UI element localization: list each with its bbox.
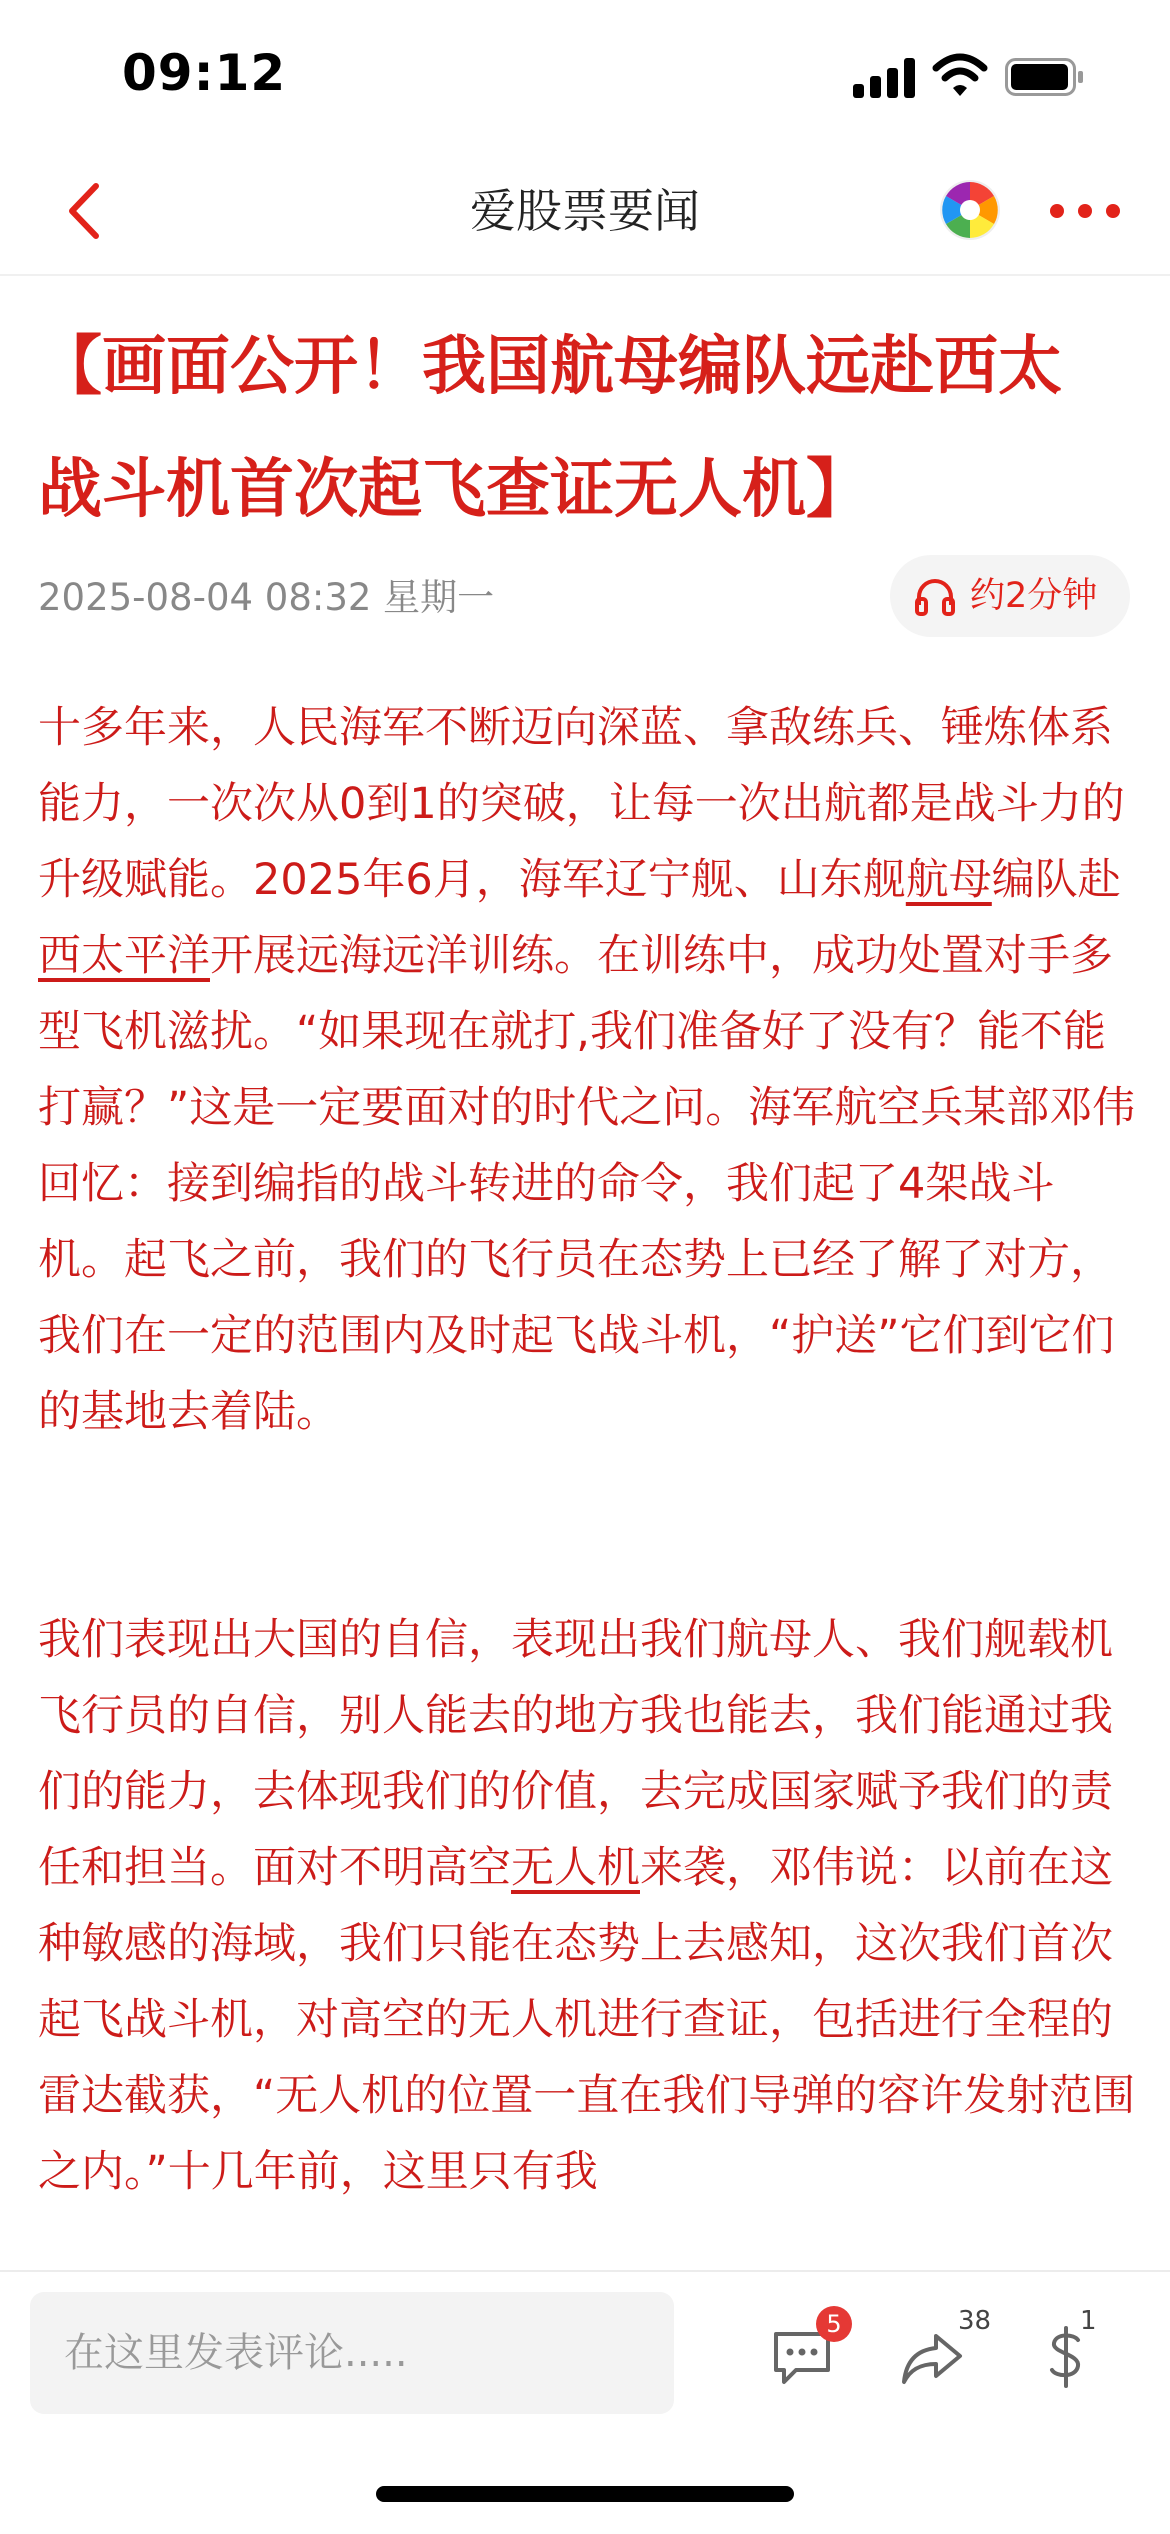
status-bar xyxy=(0,0,1170,150)
keyword-link[interactable]: 西太平洋 xyxy=(38,931,210,981)
comment-placeholder: 在这里发表评论..... xyxy=(64,2330,408,2376)
article-headline: 【画面公开！我国航母编队远赴西太 战斗机首次起飞查证无人机】 xyxy=(38,330,1062,527)
battery-icon xyxy=(1005,58,1085,96)
article-paragraph-2 xyxy=(38,1602,1138,2210)
home-indicator xyxy=(376,2486,794,2502)
headphones-icon xyxy=(914,577,956,617)
tip-count: 1 xyxy=(1080,2306,1097,2336)
more-dots-icon[interactable] xyxy=(1050,196,1120,226)
tip-button[interactable] xyxy=(1040,2306,1140,2396)
paragraph-text: 十多年来，人民海军不断迈向深蓝、拿敌练兵、锤炼体系能力，一次次从0到1的突破，让每一次出航都是战斗力的升级赋能。2025年6月，海军辽宁舰、山东舰 xyxy=(38,703,1125,905)
nav-bar xyxy=(0,150,1170,276)
share-count: 38 xyxy=(958,2306,992,2336)
bottom-action-bar xyxy=(0,2270,1170,2534)
wifi-icon xyxy=(932,52,988,98)
paragraph-text: 开展远海远洋训练。在训练中，成功处置对手多型飞机滋扰。“如果现在就打,我们准备好了没有？能不能打赢？”这是一定要面对的时代之问。海军航空兵某部邓伟回忆：接到编指的战斗转进的命令，我们起了4架战斗机。起飞之前，我们的飞行员在态势上已经了解了对方，我们在一定的范围内及时起飞战斗机，“护送”它们到它们的基地去着陆。 xyxy=(38,931,1136,1437)
cellular-signal-icon xyxy=(853,58,915,98)
keyword-link[interactable]: 无人机 xyxy=(511,1843,640,1893)
share-button[interactable] xyxy=(900,2306,1000,2396)
nav-title: 爱股票要闻 xyxy=(470,184,700,238)
keyword-link[interactable]: 航母 xyxy=(905,855,992,905)
paragraph-text: 来袭，邓伟说：以前在这种敏感的海域，我们只能在态势上去感知，这次我们首次起飞战斗机，对高空的无人机进行查证，包括进行全程的雷达截获，“无人机的位置一直在我们导弹的容许发射范围之内。”十几年前，这里只有我 xyxy=(38,1843,1136,2197)
listen-button[interactable] xyxy=(890,555,1130,637)
comment-input[interactable] xyxy=(30,2292,674,2414)
paragraph-text: 我们表现出大国的自信，表现出我们航母人、我们舰载机飞行员的自信，别人能去的地方我也能去，我们能通过我们的能力，去体现我们的价值，去完成国家赋予我们的责任和担当。面对不明高空 xyxy=(38,1615,1113,1893)
status-time: 09:12 xyxy=(122,44,287,102)
article-date: 2025-08-04 08:32 星期一 xyxy=(38,576,495,619)
share-icon xyxy=(900,2328,964,2388)
article-paragraph-1 xyxy=(38,690,1138,1450)
comment-button[interactable] xyxy=(770,2306,870,2396)
shutter-icon[interactable] xyxy=(938,178,1002,242)
comment-count-badge: 5 xyxy=(816,2306,852,2342)
read-time: 约2分钟 xyxy=(970,576,1098,616)
paragraph-text: 编队赴 xyxy=(991,855,1121,905)
